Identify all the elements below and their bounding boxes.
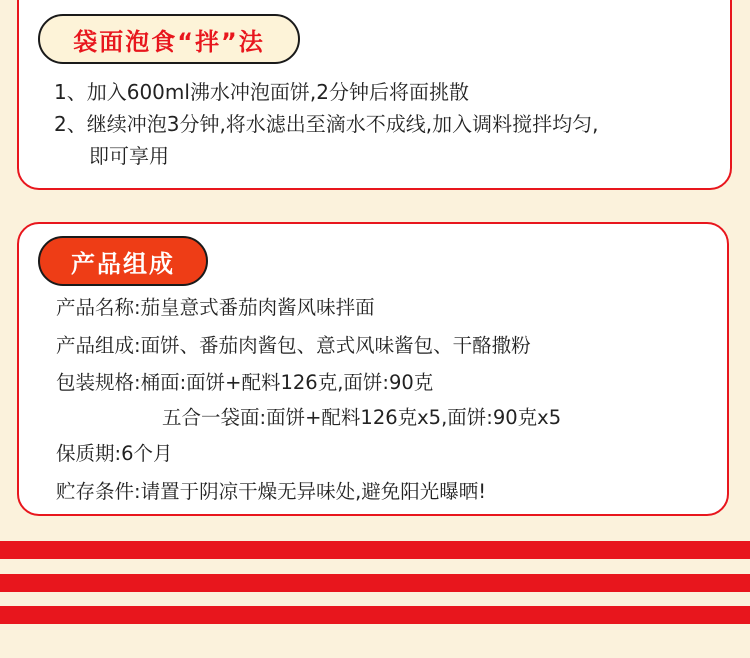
decorative-stripe bbox=[0, 541, 750, 559]
decorative-stripe bbox=[0, 606, 750, 624]
product-composition-line: 产品组成:面饼、番茄肉酱包、意式风味酱包、干酪撒粉 bbox=[56, 334, 531, 357]
package-spec-line: 包装规格:桶面:面饼+配料126克,面饼:90克 bbox=[56, 371, 434, 394]
preparation-step-2-continued: 即可享用 bbox=[89, 144, 169, 168]
preparation-step-2: 2、继续冲泡3分钟,将水滤出至滴水不成线,加入调料搅拌均匀, bbox=[54, 112, 599, 136]
package-spec-bag-line: 五合一袋面:面饼+配料126克x5,面饼:90克x5 bbox=[162, 406, 562, 429]
preparation-step-1: 1、加入600ml沸水冲泡面饼,2分钟后将面挑散 bbox=[54, 80, 470, 104]
decorative-stripe bbox=[0, 574, 750, 592]
product-info-title: 产品组成 bbox=[38, 236, 208, 286]
shelf-life-line: 保质期:6个月 bbox=[56, 442, 173, 465]
preparation-method-title: 袋面泡食“拌”法 bbox=[38, 14, 300, 64]
storage-condition-line: 贮存条件:请置于阴凉干燥无异味处,避免阳光曝晒! bbox=[56, 480, 487, 503]
product-name-line: 产品名称:茄皇意式番茄肉酱风味拌面 bbox=[56, 296, 375, 319]
